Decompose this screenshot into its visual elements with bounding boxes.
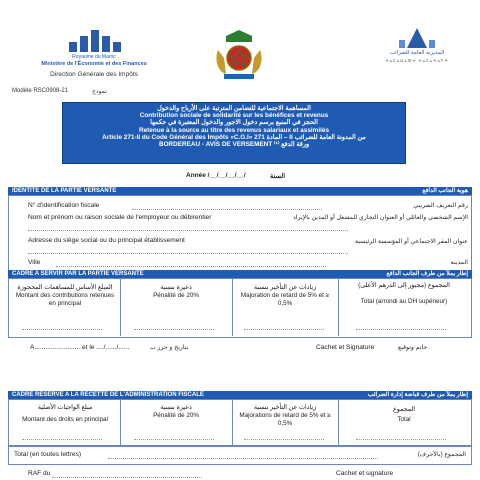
ministry-logo-icon — [59, 26, 129, 52]
versante-col3-ar: زيادات عن التأخير بنسبة — [253, 284, 317, 291]
raison-sociale-label: Nom et prénom ou raison sociale de l'employeur ou débirentier — [28, 214, 212, 221]
recette-col1-ar: مبلغ الواجبات الأصلية — [37, 404, 93, 411]
dgi-name: Direction Générale des Impôts — [50, 71, 138, 78]
annee-label-ar: السنة — [270, 173, 286, 180]
raf-label: RAF du — [28, 470, 51, 477]
section-identite-title-ar: هوية الجانب الدافع — [422, 188, 468, 194]
ministry-name: Ministère de l'Économie et des Finances — [41, 61, 147, 67]
recette-cachet-label: Cachet et signature — [336, 470, 394, 477]
section-recette-title-ar: إطار يملأ من طرف قباضة إدارة الضرائب — [367, 392, 468, 398]
recette-col3: Majorations de retard de 5% et ≥ 0,5% — [239, 412, 331, 427]
section-recette-title: CADRE RESERVE A LA RECETTE DE L'ADMINISTRATION FISCALE — [12, 392, 204, 398]
adresse-label: Adresse du siège social ou du principal établissement — [28, 237, 185, 244]
recette-montant-input[interactable] — [22, 439, 102, 440]
versante-montant-input[interactable] — [22, 329, 102, 330]
ville-label-ar: المدينة — [450, 259, 468, 266]
section-versante-title-ar: إطار يملأ من طرف الجانب الدافع — [386, 271, 468, 277]
title-line-1-ar: المساهمة الاجتماعية للتضامن المترتبة على الأرباح والدخول — [157, 105, 311, 112]
dgi-ar-title: المديرية العامة للضرائب — [389, 50, 445, 56]
title-line-3-ar: الحجز في المنبع برسم دخول الاجور والدخول المعتبرة في حكمها — [150, 119, 318, 127]
dgi-logo — [362, 26, 472, 63]
versante-col4: Total (arrondi au DH supérieur) — [360, 298, 448, 305]
title-line-6: BORDEREAU - AVIS DE VERSEMENT ⁽¹⁾ ورقة الدفع — [158, 141, 310, 149]
ministry-logo — [24, 26, 164, 78]
adresse-label-ar: عنوان المقر الاجتماعي أو المؤسسة الرئيسية — [354, 238, 468, 245]
recette-col1: Montant des droits en principal — [22, 416, 108, 423]
cachet-signature-label: Cachet et Signature — [316, 344, 375, 351]
lieu-date-label[interactable]: A..........................et le ..../....../...... — [30, 344, 130, 351]
lieu-date-label-ar: بتاريخ و حرر ب — [150, 344, 189, 351]
title-line-4: Retenue à la source au titre des revenus salariaux et assimilés — [138, 126, 330, 134]
annee-field[interactable]: Année /__/__/__/__/ — [186, 172, 246, 179]
versante-penalite-input[interactable] — [134, 329, 214, 330]
total-lettres-label-ar: المجموع (بالأحرف) — [417, 451, 466, 458]
model-label: Modèle RSC0908-21 — [12, 88, 69, 94]
section-recette — [8, 391, 472, 399]
recette-col3-ar: زيادات عن التأخير بنسبة — [253, 404, 317, 411]
title-line-2: Contribution sociale de solidarité sur les bénéfices et revenus — [139, 112, 329, 120]
recette-total-input[interactable] — [356, 439, 446, 440]
dgi-logo-icon — [389, 26, 445, 50]
recette-col2-ar: ذعيرة بنسبة — [160, 404, 192, 411]
section-identite — [8, 187, 472, 195]
title-line-5: Article 271-II du Code Général des Impôts «C.G.I» المادة 271 – II من المدونة العامة للضرائب — [102, 133, 366, 141]
raf-input[interactable] — [52, 477, 202, 478]
recette-col4-ar: المجموع — [392, 406, 416, 413]
raison-sociale-input[interactable] — [28, 230, 348, 231]
dgi-tifinagh: ⵜⴰⵎⴰⵡⴰⵙⵜ ⵜⴰⵎⴰⵜⴰⵢⵜ — [385, 58, 449, 63]
versante-col2: Pénalité de 20% — [153, 292, 199, 299]
nif-label-ar: رقم التعريف الضريبي — [413, 202, 468, 209]
versante-majoration-input[interactable] — [244, 329, 324, 330]
section-identite-title: IDENTITE DE LA PARTIE VERSANTE — [12, 188, 117, 194]
recette-col4: Total — [397, 416, 411, 423]
nif-label: N° d'identification fiscale — [28, 202, 100, 209]
versante-col4-ar: المجموع (مجبور إلى الدرهم الأعلى) — [358, 282, 450, 289]
model-label-ar: نموذج — [92, 89, 107, 95]
coat-of-arms-icon — [212, 28, 266, 84]
ville-label: Ville — [28, 259, 41, 266]
versante-col2-ar: ذعيرة بنسبة — [160, 284, 192, 291]
section-versante-title: CADRE A SERVIR PAR LA PARTIE VERSANTE — [12, 271, 144, 277]
ville-input[interactable] — [56, 266, 326, 267]
versante-col3: Majoration de retard de 5% et ≥ 0,5% — [240, 292, 330, 307]
raison-sociale-label-ar: الإسم الشخصي والعائلي أو العنوان التجاري للمشغل أو المدين بالإيراد — [293, 214, 468, 221]
adresse-input[interactable] — [28, 253, 348, 254]
versante-total-input[interactable] — [356, 329, 446, 330]
recette-majoration-input[interactable] — [244, 439, 324, 440]
versante-col1: Montant des contributions retenues en principal — [15, 292, 115, 307]
ministry-kingdom-label: Royaume du Maroc — [72, 54, 116, 60]
section-versante — [8, 270, 472, 278]
versante-col1-ar: المبلغ الأساس للمساهمات المحجوزة — [17, 284, 113, 291]
total-lettres-input[interactable] — [108, 458, 378, 459]
nif-input[interactable] — [132, 209, 322, 210]
form-title — [62, 102, 406, 164]
recette-penalite-input[interactable] — [134, 439, 214, 440]
recette-col2: Pénalité de 20% — [153, 412, 199, 419]
cachet-signature-label-ar: خاتم وتوقيع — [398, 344, 428, 351]
total-lettres-label: Total (en toutes lettres) — [14, 451, 82, 458]
